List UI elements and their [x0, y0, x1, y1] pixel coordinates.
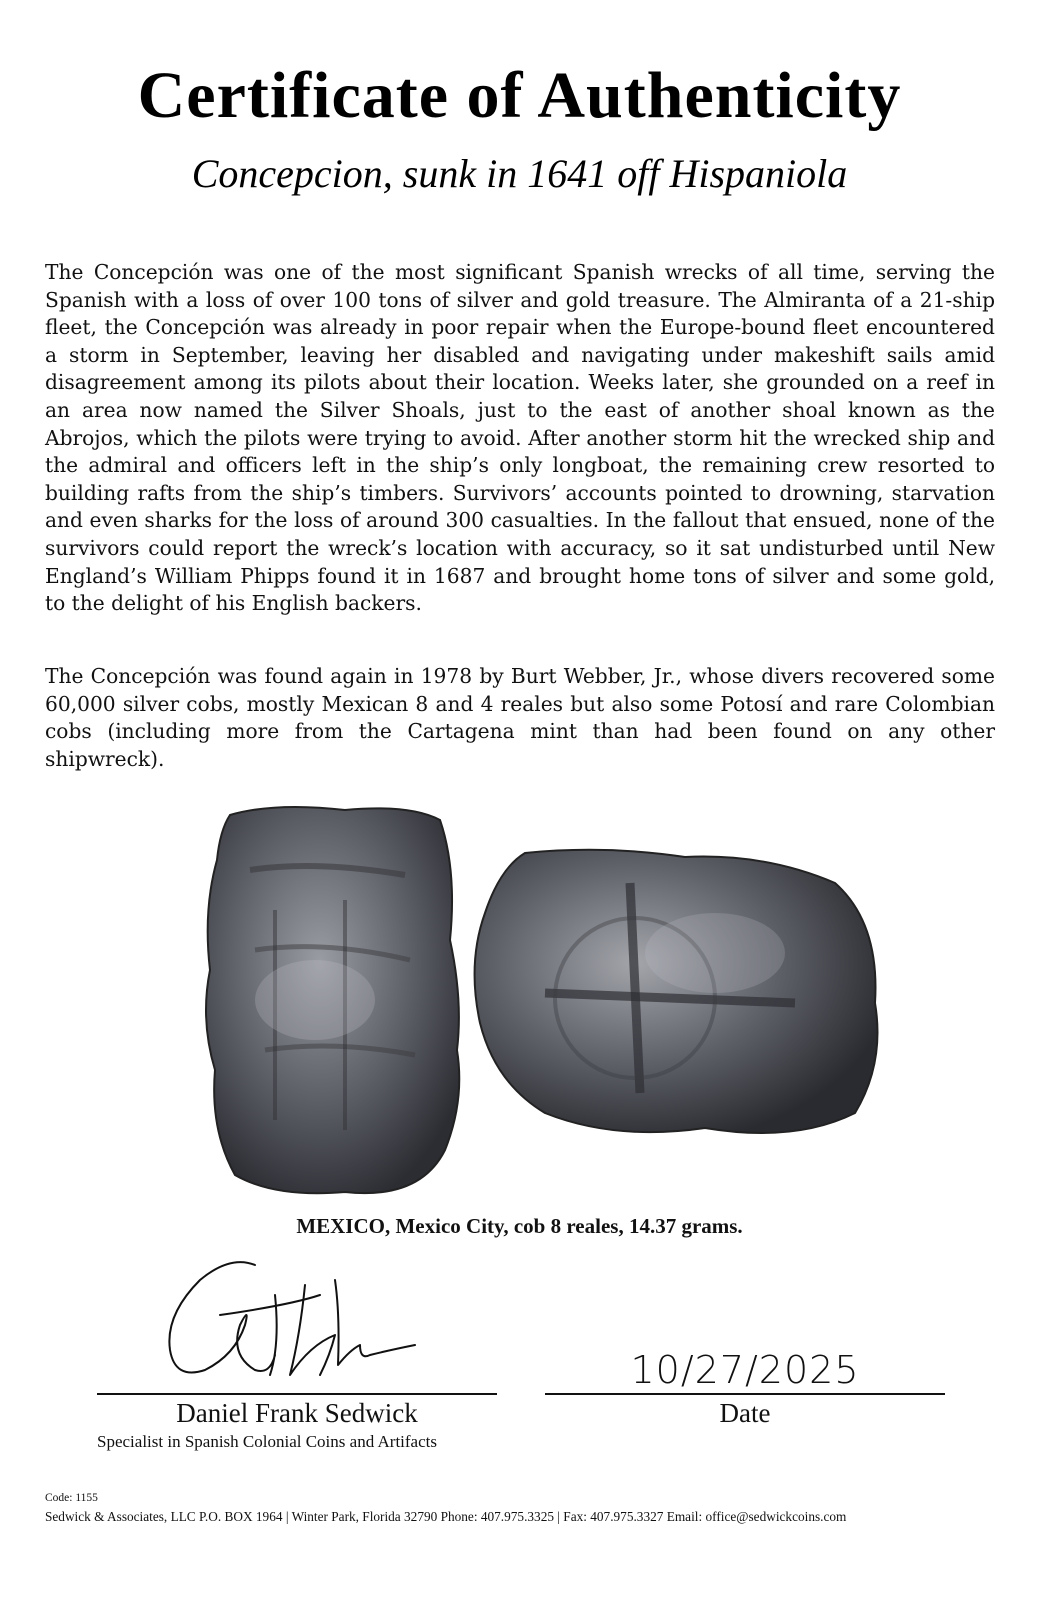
date-line	[545, 1393, 945, 1395]
date-label: Date	[719, 1398, 771, 1428]
signature-line	[97, 1393, 497, 1395]
coin-obverse-photo	[195, 800, 465, 1205]
signer-name: Daniel Frank Sedwick	[176, 1398, 418, 1428]
certificate-code: Code: 1155	[45, 1492, 98, 1504]
certificate-title: Certificate of Authenticity	[137, 59, 902, 132]
recovery-paragraph: The Concepción was found again in 1978 by Burt Webber, Jr., whose divers recovered some 60,000 silver cobs, mostly Mexican 8 and 4 reales but also some Potosí and rare Colombian cobs (including more from the Cartagena mint than had been found on any other shipwreck).	[45, 664, 995, 771]
coin-reverse-photo	[465, 843, 885, 1143]
date-value: 10/27/2025	[630, 1348, 860, 1392]
signer-title: Specialist in Spanish Colonial Coins and Artifacts	[97, 1432, 437, 1451]
signature-image	[160, 1255, 430, 1385]
contact-footer: Sedwick & Associates, LLC P.O. BOX 1964 | Winter Park, Florida 32790 Phone: 407.975.3325 | Fax: 407.975.3327 Email: office@sedwickcoins.com	[45, 1509, 847, 1524]
certificate-subtitle: Concepcion, sunk in 1641 off Hispaniola	[191, 151, 848, 196]
history-paragraph: The Concepción was one of the most significant Spanish wrecks of all time, serving the Spanish with a loss of over 100 tons of silver and gold treasure. The Almiranta of a 21-ship fleet, the Concepción was already in poor repair when the Europe-bound fleet encountered a storm in September, leaving her disabled and navigating under makeshift sails amid disagreement among its pilots about their location. Weeks later, she grounded on a reef in an area now named the Silver Shoals, just to the east of another shoal known as the Abrojos, which the pilots were trying to avoid. After another storm hit the wrecked ship and the admiral and officers left in the ship’s only longboat, the remaining crew resorted to building rafts from the ship’s timbers. Survivors’ accounts pointed to drowning, starvation and even sharks for the loss of around 300 casualties. In the fallout that ensued, none of the survivors could report the wreck’s location with accuracy, so it sat undisturbed until New England’s William Phipps found it in 1687 and brought home tons of silver and some gold, to the delight of his English backers.	[45, 260, 995, 616]
coin-caption: MEXICO, Mexico City, cob 8 reales, 14.37 grams.	[296, 1214, 743, 1238]
